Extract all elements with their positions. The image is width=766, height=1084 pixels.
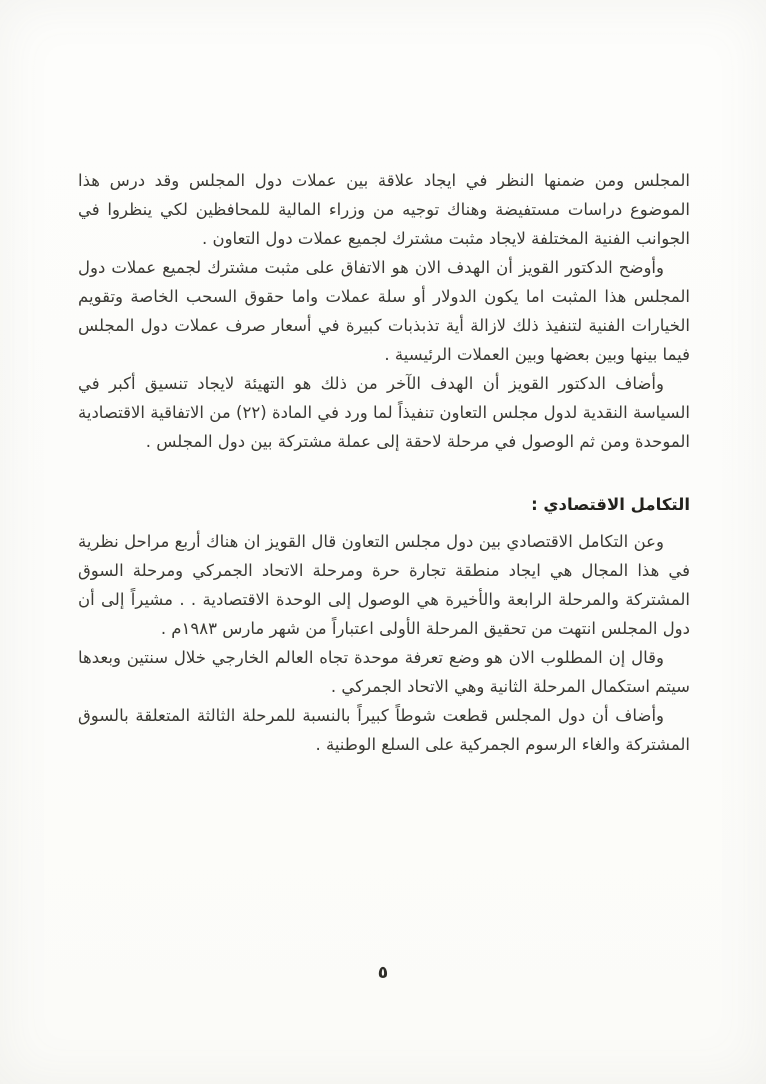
body-paragraph: المجلس ومن ضمنها النظر في ايجاد علاقة بين عملات دول المجلس وقد درس هذا الموضوع دراسات مستفيضة وهناك توجيه من وزراء المالية للمحافظين لكي ينظروا في الجوانب الفنية المختلفة لايجاد مثبت مشترك لجميع عملات دول التعاون . [78, 171, 690, 248]
section-heading: التكامل الاقتصادي : [531, 495, 690, 514]
body-paragraph: وأضاف الدكتور القويز أن الهدف الآخر من ذلك هو التهيئة لايجاد تنسيق أكبر في السياسة النقدية لدول مجلس التعاون تنفيذاً لما ورد في المادة (٢٢) من الاتفاقية الاقتصادية الموحدة ومن ثم الوصول في مرحلة لاحقة إلى عملة مشتركة بين دول المجلس . [78, 374, 690, 451]
body-paragraph: وأوضح الدكتور القويز أن الهدف الان هو الاتفاق على مثبت مشترك لجميع عملات دول المجلس هذا المثبت اما يكون الدولار أو سلة عملات واما حقوق السحب الخاصة وتقويم الخيارات الفنية لتنفيذ ذلك لازالة أية تذبذبات كبيرة في أسعار صرف عملات دول المجلس فيما بينها وبين بعضها وبين العملات الرئيسية . [78, 258, 690, 364]
text-block [78, 166, 690, 759]
page-number: ٥ [377, 963, 389, 983]
body-paragraph: وقال إن المطلوب الان هو وضع تعرفة موحدة تجاه العالم الخارجي خلال سنتين وبعدها سيتم استكمال المرحلة الثانية وهي الاتحاد الجمركي . [78, 648, 690, 696]
body-paragraph: وأضاف أن دول المجلس قطعت شوطاً كبيراً بالنسبة للمرحلة الثالثة المتعلقة بالسوق المشتركة والغاء الرسوم الجمركية على السلع الوطنية . [78, 706, 690, 754]
body-paragraph: وعن التكامل الاقتصادي بين دول مجلس التعاون قال القويز ان هناك أربع مراحل نظرية في هذا المجال هي ايجاد منطقة تجارة حرة ومرحلة الاتحاد الجمركي ومرحلة السوق المشتركة والمرحلة الرابعة والأخيرة هي الوصول إلى الوحدة الاقتصادية . . مشيراً إلى أن دول المجلس انتهت من تحقيق المرحلة الأولى اعتباراً من شهر مارس ١٩٨٣م . [78, 532, 690, 638]
